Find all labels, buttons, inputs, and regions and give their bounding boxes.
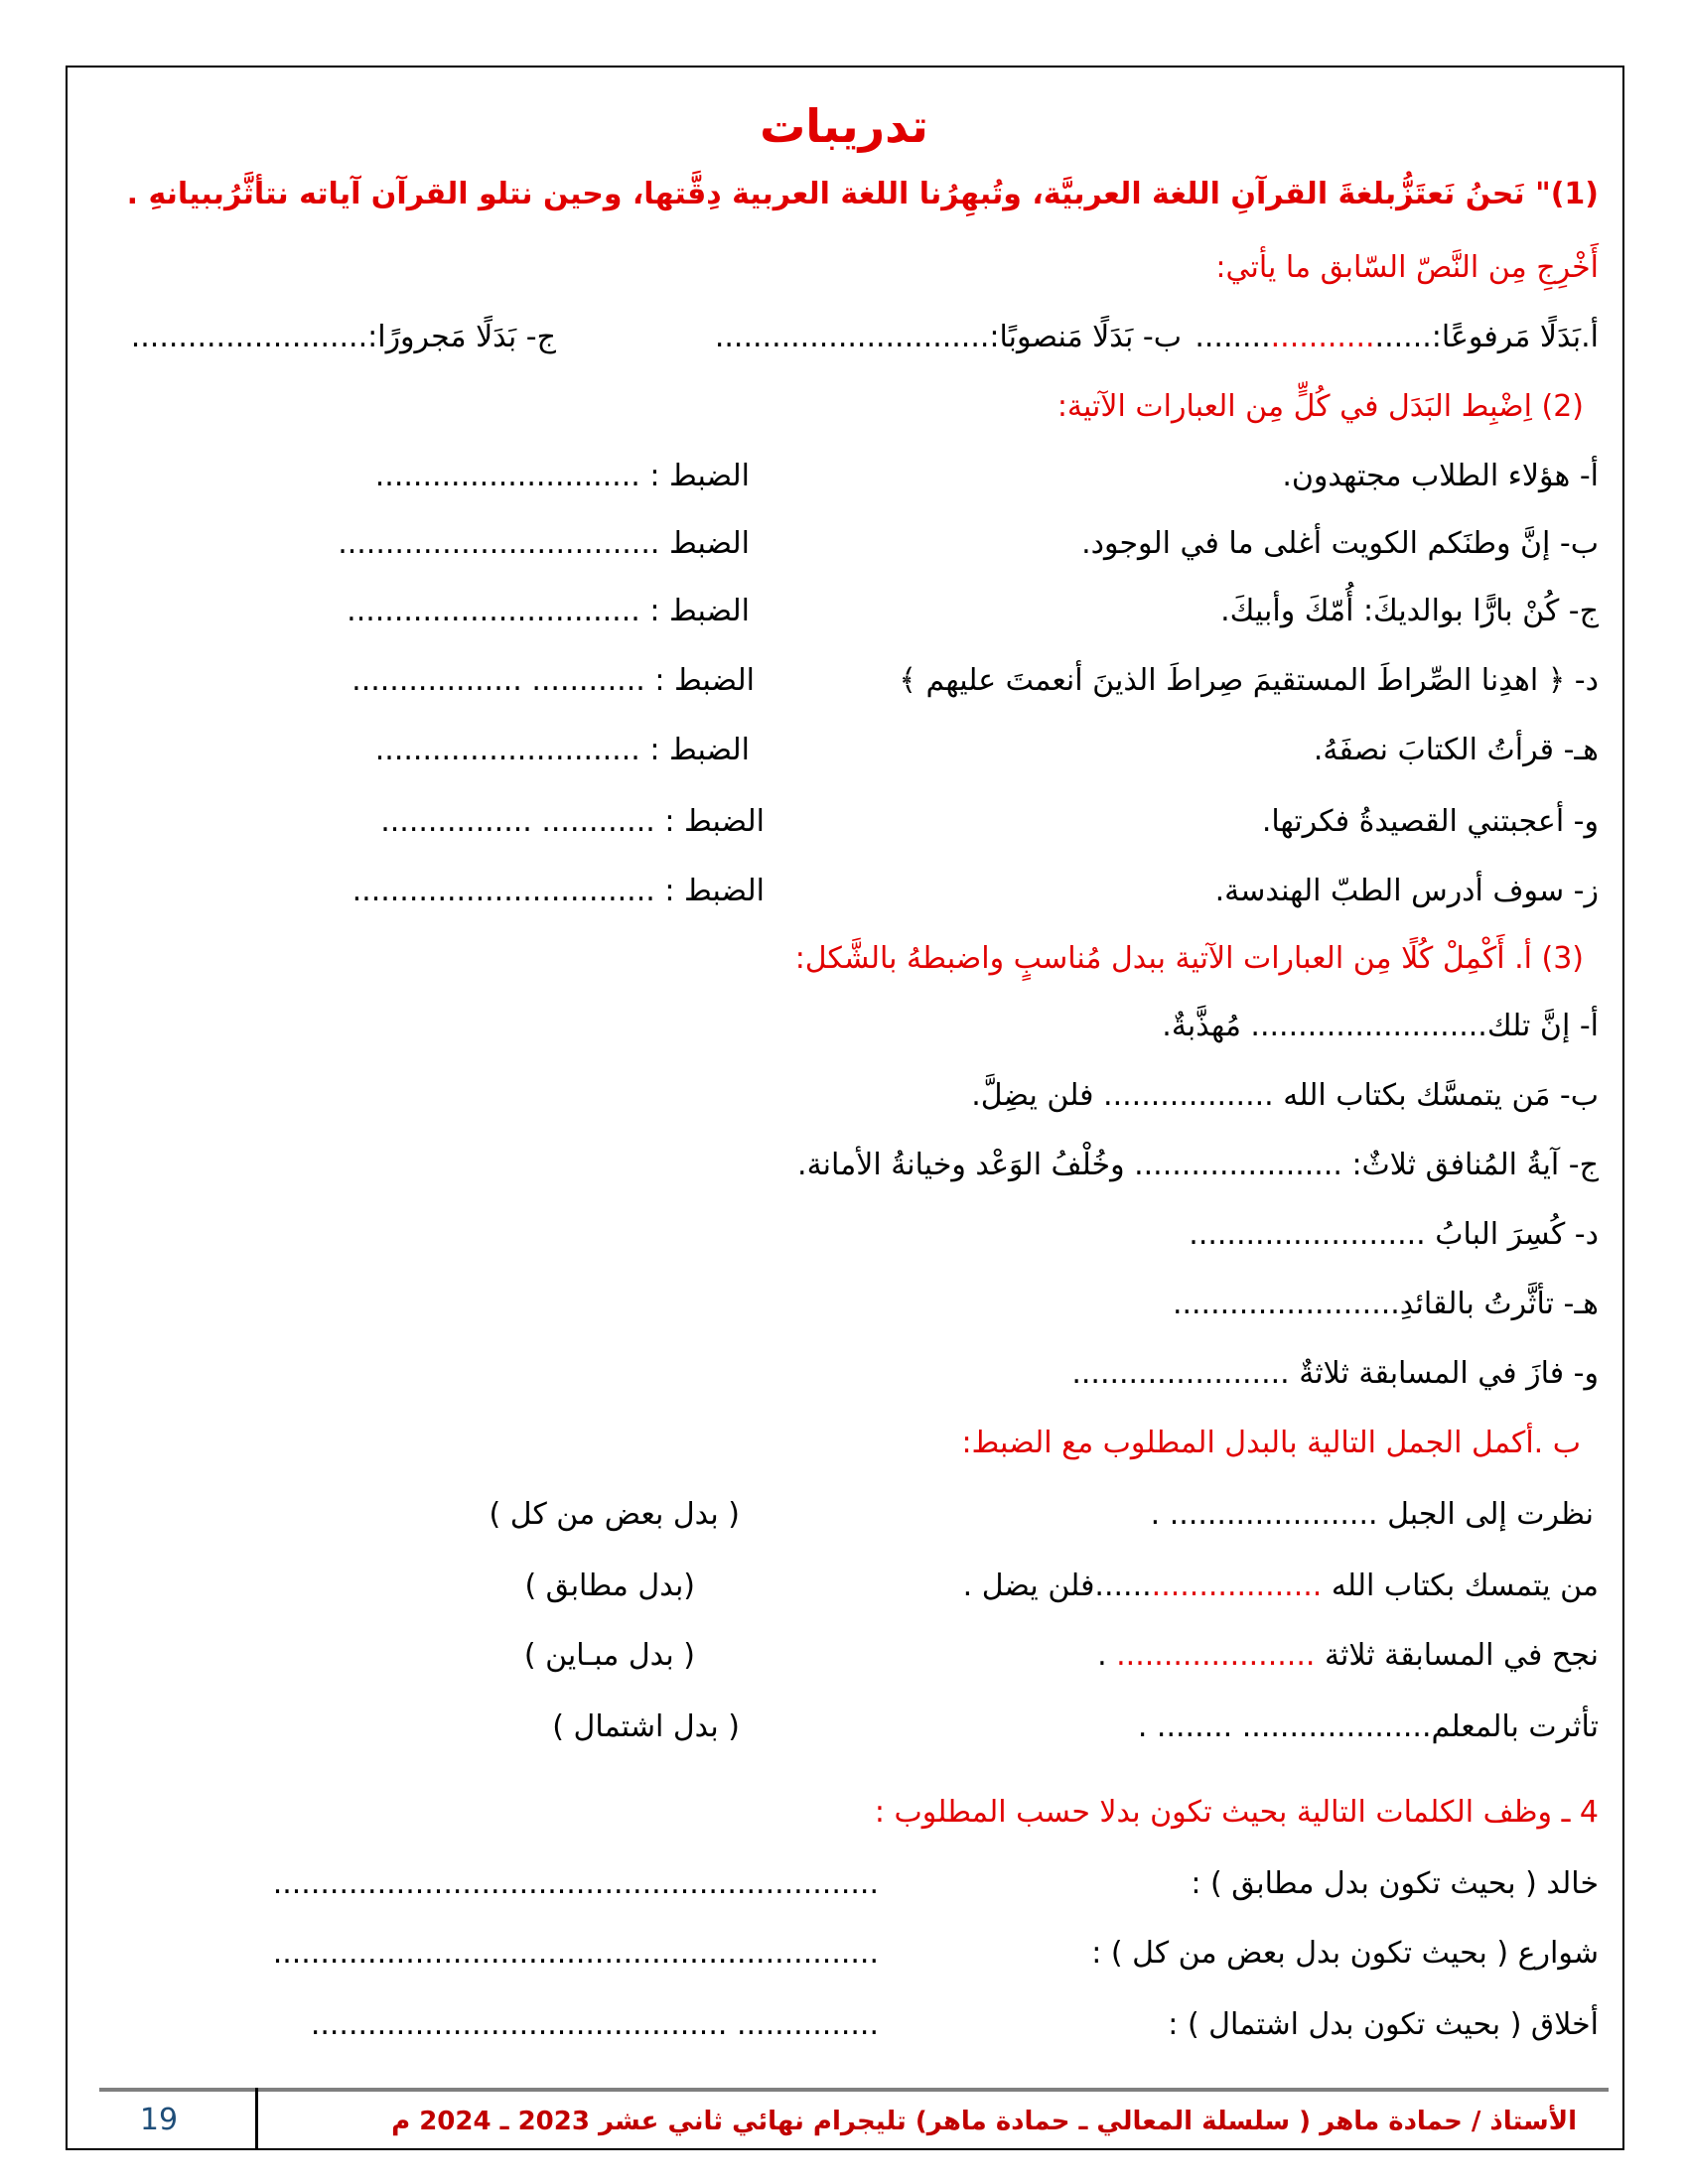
q2-item-label: الضبط : (654, 663, 755, 698)
q2-item-label: الضبط : (649, 733, 750, 767)
q2-item-sentence: هـ- قرأتُ الكتابَ نصفَهُ. (1313, 733, 1599, 767)
q1-b (715, 320, 1182, 354)
q2-item-label: الضبط (668, 526, 750, 561)
q3-b-sentence-end: ......فلن يضل . (962, 1569, 1152, 1603)
q3-item: أ- إنَّ تلك......................... مُهذَّبةٌ. (1162, 1009, 1599, 1043)
q3-item: هـ- تأثَّرتُ بالقائدِ........................ (1172, 1287, 1599, 1321)
q3-b-sentence-end: . (1097, 1638, 1117, 1673)
q1-c-label: ج- بَدَلًا مَجرورًا:...... (310, 320, 556, 354)
q3-b-sentence-red: .................. (1151, 1569, 1323, 1603)
q1-b-dots: ...................... (714, 320, 923, 354)
footer-text: الأستاذ / حمادة ماهر ( سلسلة المعالي ـ حمادة ماهر) تليجرام نهائي ثاني عشر 2023 ـ 2024 م (391, 2107, 1577, 2136)
q3-b-sentence: نظرت إلى الجبل ...................... . (1150, 1497, 1594, 1532)
q2-item-sentence: و- أعجبتني القصيدةُ فكرتها. (1261, 804, 1599, 839)
q3-b-hint: ( بدل مبـاين ) (523, 1638, 695, 1673)
q2-item-label: الضبط : (664, 874, 765, 908)
q2-heading: (2) اِضْبِط البَدَل في كُلٍّ مِن العبارات الآتية: (1056, 389, 1584, 424)
q2-item-answer (375, 733, 750, 767)
q2-item-dots: ............................ (374, 459, 640, 493)
q4-item-word: خالد ( بحيث تكون بدل مطابق ) : (1191, 1866, 1599, 1901)
q2-item-label: الضبط : (649, 594, 750, 628)
q2-item-label: الضبط : (649, 459, 750, 493)
q1-c-dots: ................... (130, 320, 311, 354)
q3-b-sentence-start: من يتمسك بكتاب الله (1322, 1569, 1599, 1603)
q4-item-dots: ............... ............................................ (310, 2007, 879, 2042)
q2-item-answer (352, 874, 765, 908)
q2-item-answer (347, 594, 750, 628)
q2-item-answer (352, 663, 755, 698)
q1-instruction: أَخْرِجِ مِن النَّصّ السّابق ما يأتي: (1215, 250, 1599, 285)
q2-item-dots: ................................ (352, 874, 655, 908)
q1-a-label: أ.بَدَلًا مَرفوعًا:...... (1374, 320, 1599, 354)
q4-item-dots: ................................................................ (272, 1866, 879, 1901)
q4-item-dots: ................................................................ (272, 1936, 879, 1971)
page-number: 19 (139, 2103, 179, 2137)
q4-heading: 4 ـ وظف الكلمات التالية بحيث تكون بدلا حسب المطلوب : (874, 1795, 1599, 1830)
q3-b-hint: (بدل مطابق ) (524, 1569, 695, 1603)
q2-item-dots: ............ .................. (352, 663, 645, 698)
q3-b-sentence-start: نجح في المسابقة ثلاثة (1315, 1638, 1599, 1673)
q1-a-dots-red: ........... (1270, 320, 1375, 354)
q3-b-sentence: تأثرت بالمعلم.................... ........ . (1137, 1709, 1599, 1744)
q2-item-label: الضبط : (664, 804, 765, 839)
q2-item-sentence: ج- كُنْ بارًّا بوالديكَ: أُمّكَ وأبيكَ. (1220, 594, 1599, 628)
q1-a (1195, 320, 1599, 354)
q3-b-sentence-red: ..................... (1116, 1638, 1316, 1673)
q3-b-sentence (963, 1569, 1599, 1603)
q1-text: (1)" نَحنُ نَعتَزُّبلغةَ القرآنِ اللغة العربيَّة، وتُبهِرُنا اللغة العربية دِقَّتها، وحين نتلو القرآن آياته نتأثَّرُببيانهِ . (126, 177, 1599, 211)
q4-item-word: شوارع ( بحيث تكون بدل بعض من كل ) : (1091, 1936, 1599, 1971)
q2-item-answer (338, 526, 750, 561)
q2-item-dots: ............ ................ (380, 804, 655, 839)
q1-b-label: ب- بَدَلًا مَنصوبًا:....... (922, 320, 1182, 354)
q2-item-sentence: ز- سوف أدرس الطبّ الهندسة. (1214, 874, 1599, 908)
q3-heading: (3) أ. أَكْمِلْ كُلًا مِن العبارات الآتية ببدل مُناسبٍ واضبطهُ بالشَّكل: (794, 941, 1584, 976)
q3-b-hint: ( بدل بعض من كل ) (489, 1497, 740, 1532)
q2-item-dots: ............................ (374, 733, 640, 767)
footer-separator (255, 2088, 258, 2149)
q3-b-hint: ( بدل اشتمال ) (552, 1709, 740, 1744)
page-title: تدريبات (760, 99, 928, 153)
q2-item-sentence: أ- هؤلاء الطلاب مجتهدون. (1282, 459, 1599, 493)
q2-item-sentence: ب- إنَّ وطنَكم الكويت أغلى ما في الوجود. (1081, 526, 1599, 561)
q3-b-heading: ب .أكمل الجمل التالية بالبدل المطلوب مع الضبط: (961, 1426, 1581, 1460)
footer-rule (99, 2088, 1609, 2092)
q4-item-word: أخلاق ( بحيث تكون بدل اشتمال ) : (1168, 2007, 1599, 2042)
q1-c (131, 320, 556, 354)
q2-item-dots: .................................. (338, 526, 660, 561)
q2-item-answer (380, 804, 765, 839)
q3-b-sentence (1097, 1638, 1599, 1673)
q2-item-dots: ............................... (347, 594, 640, 628)
q3-item: د- كُسِرَ البابُ ......................... (1189, 1217, 1599, 1252)
q2-item-sentence: د- ﴿ اهدِنا الصِّراطَ المستقيمَ صِراطَ الذينَ أنعمتَ عليهم ﴾ (899, 663, 1599, 698)
q3-item: ب- مَن يتمسَّك بكتاب الله .................. فلن يضِلَّ. (971, 1078, 1599, 1113)
q1-a-dots-black: ........ (1195, 320, 1271, 354)
q3-item: و- فازَ في المسابقة ثلاثةٌ ....................... (1071, 1356, 1599, 1391)
q2-item-answer (375, 459, 750, 493)
q3-item: ج- آيةُ المُنافق ثلاثٌ: ...................... وخُلْفُ الوَعْد وخيانةُ الأمانة. (797, 1148, 1599, 1182)
